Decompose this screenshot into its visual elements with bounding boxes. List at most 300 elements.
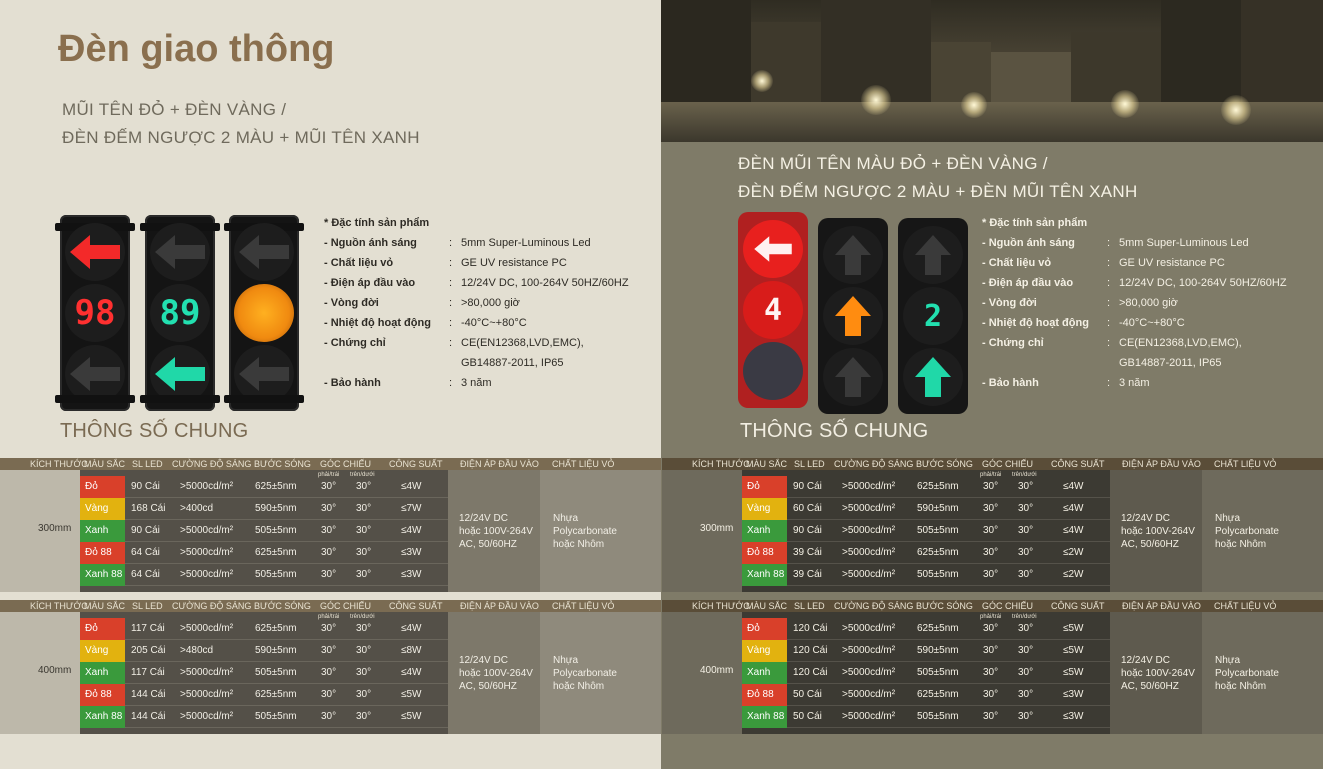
spec-value: >80,000 giờ <box>1119 297 1178 309</box>
spec-label: - Chứng chỉ <box>982 337 1044 349</box>
spec-colon: : <box>1107 377 1111 389</box>
green-up-arrow-icon <box>903 348 963 406</box>
cell-nm: 505±5nm <box>255 569 297 580</box>
cell-nm: 625±5nm <box>917 547 959 558</box>
red-left-arrow-icon <box>65 223 125 281</box>
column-header-intensity: CƯỜNG ĐỘ SÁNG <box>172 459 252 469</box>
table-body <box>662 612 1323 734</box>
right-subtitle-line: ĐÈN MŨI TÊN MÀU ĐỎ + ĐÈN VÀNG / <box>738 154 1048 173</box>
material-line: Nhựa <box>1215 655 1241 666</box>
red-countdown-digits: 98 <box>65 284 125 342</box>
spec-label: - Điện áp đầu vào <box>982 277 1074 289</box>
voltage-line: AC, 50/60HZ <box>459 539 517 550</box>
cell-w: ≤5W <box>401 689 422 700</box>
dim-left-arrow-icon <box>150 223 210 281</box>
cell-a1: 30° <box>983 547 999 558</box>
cell-a1: 30° <box>983 623 999 634</box>
cell-a1: 30° <box>321 569 337 580</box>
cell-a2: 30° <box>356 569 372 580</box>
cell-a2: 30° <box>356 481 372 492</box>
dim-cross-icon <box>743 342 803 400</box>
column-header-power: CÔNG SUẤT <box>1051 459 1105 469</box>
table-row <box>742 498 1110 520</box>
table-header <box>662 458 1323 470</box>
material-line: Nhựa <box>1215 513 1241 524</box>
cell-nm: 625±5nm <box>255 623 297 634</box>
spec-colon: : <box>449 337 453 349</box>
material-line: Polycarbonate <box>1215 526 1279 537</box>
cell-a2: 30° <box>1018 689 1034 700</box>
spec-label: - Chất liệu vỏ <box>982 257 1052 269</box>
color-cell: Đỏ <box>742 476 787 498</box>
cell-cd: >5000cd/m² <box>180 711 234 722</box>
material-line: hoặc Nhôm <box>1215 681 1267 692</box>
cell-w: ≤8W <box>401 645 422 656</box>
cell-a1: 30° <box>983 645 999 656</box>
cell-w: ≤4W <box>1063 481 1084 492</box>
cell-a1: 30° <box>321 667 337 678</box>
spec-row <box>982 273 1287 293</box>
cell-led: 50 Cái <box>793 689 822 700</box>
spec-row <box>324 373 629 393</box>
spec-value: CE(EN12368,LVD,EMC), <box>461 337 584 349</box>
table-row <box>80 706 448 728</box>
cell-cd: >5000cd/m² <box>180 547 234 558</box>
cell-cd: >5000cd/m² <box>180 667 234 678</box>
column-header-color: MÀU SẮC <box>746 601 788 611</box>
city-street-photo <box>661 0 1323 142</box>
column-header-wave: BƯỚC SÓNG <box>916 459 973 469</box>
cell-nm: 590±5nm <box>917 645 959 656</box>
column-header-voltage: ĐIỆN ÁP ĐẦU VÀO <box>460 601 539 611</box>
spec-value: 3 năm <box>461 377 492 389</box>
cell-a1: 30° <box>321 645 337 656</box>
cell-cd: >5000cd/m² <box>842 711 896 722</box>
cell-cd: >5000cd/m² <box>842 623 896 634</box>
dim-left-arrow-icon <box>234 223 294 281</box>
table-row <box>742 542 1110 564</box>
spec-colon: : <box>1107 257 1111 269</box>
cell-cd: >5000cd/m² <box>180 569 234 580</box>
spec-label: - Bảo hành <box>324 377 381 389</box>
column-header-intensity: CƯỜNG ĐỘ SÁNG <box>834 459 914 469</box>
table-row <box>80 476 448 498</box>
spec-value: CE(EN12368,LVD,EMC), <box>1119 337 1242 349</box>
cell-cd: >5000cd/m² <box>842 547 896 558</box>
merged-material <box>553 512 617 551</box>
column-header-voltage: ĐIỆN ÁP ĐẦU VÀO <box>1122 459 1201 469</box>
cell-nm: 625±5nm <box>255 481 297 492</box>
cell-w: ≤3W <box>401 569 422 580</box>
cell-cd: >480cd <box>180 645 214 656</box>
cell-nm: 505±5nm <box>255 525 297 536</box>
cell-w: ≤5W <box>1063 645 1084 656</box>
column-header-size: KÍCH THƯỚC <box>30 459 88 469</box>
spec-row <box>982 353 1287 373</box>
column-header-angle: GÓC CHIẾU <box>320 601 372 611</box>
column-header-power: CÔNG SUẤT <box>1051 601 1105 611</box>
cell-w: ≤2W <box>1063 569 1084 580</box>
cell-nm: 590±5nm <box>255 645 297 656</box>
spec-label <box>982 353 1107 373</box>
column-header-material: CHẤT LIỆU VỎ <box>1214 601 1277 611</box>
cell-a2: 30° <box>1018 525 1034 536</box>
cell-led: 90 Cái <box>793 525 822 536</box>
cell-a2: 30° <box>1018 547 1034 558</box>
cell-w: ≤4W <box>401 481 422 492</box>
spec-row <box>982 233 1287 253</box>
cell-cd: >5000cd/m² <box>842 667 896 678</box>
dim-left-arrow-icon <box>234 345 294 403</box>
column-header-angle: GÓC CHIẾU <box>320 459 372 469</box>
right-specs <box>982 213 1287 393</box>
color-cell: Vàng <box>742 498 787 520</box>
color-cell: Xanh <box>80 662 125 684</box>
traffic-light-red-housing <box>738 212 808 408</box>
size-label: 400mm <box>700 665 734 676</box>
table-row <box>80 520 448 542</box>
color-cell: Vàng <box>80 640 125 662</box>
cell-w: ≤5W <box>1063 667 1084 678</box>
size-label: 300mm <box>700 523 734 534</box>
size-label: 400mm <box>38 665 72 676</box>
table-body <box>662 470 1323 592</box>
color-cell: Xanh <box>80 520 125 542</box>
table-row <box>80 498 448 520</box>
color-cell: Đỏ 88 <box>742 542 787 564</box>
cell-w: ≤2W <box>1063 547 1084 558</box>
spec-label: - Bảo hành <box>982 377 1039 389</box>
right-section-heading: THÔNG SỐ CHUNG <box>740 420 929 442</box>
cell-a1: 30° <box>321 481 337 492</box>
spec-value: -40°C~+80°C <box>1119 317 1185 329</box>
column-header-voltage: ĐIỆN ÁP ĐẦU VÀO <box>460 459 539 469</box>
voltage-line: 12/24V DC <box>1121 513 1170 524</box>
cell-nm: 625±5nm <box>917 481 959 492</box>
table-row <box>80 542 448 564</box>
angle-subheader: trên/dưới <box>1012 472 1037 478</box>
red-left-arrow-icon <box>743 220 803 278</box>
color-cell: Xanh <box>742 520 787 542</box>
spec-row <box>324 293 629 313</box>
traffic-light-green <box>145 215 215 411</box>
cell-led: 120 Cái <box>793 667 828 678</box>
spec-label <box>324 353 449 373</box>
table-row <box>742 706 1110 728</box>
material-line: Polycarbonate <box>553 526 617 537</box>
table-header <box>0 600 661 612</box>
left-subtitle-line: ĐÈN ĐẾM NGƯỢC 2 MÀU + MŨI TÊN XANH <box>62 128 420 147</box>
cell-a1: 30° <box>983 689 999 700</box>
spec-colon: : <box>1107 277 1111 289</box>
merged-material <box>553 654 617 693</box>
spec-value: 3 năm <box>1119 377 1150 389</box>
cell-a2: 30° <box>356 689 372 700</box>
spec-colon <box>1107 353 1119 373</box>
spec-value: 5mm Super-Luminous Led <box>461 237 591 249</box>
traffic-light-red <box>60 215 130 411</box>
color-cell: Vàng <box>742 640 787 662</box>
red-countdown-digits: 4 <box>743 281 803 339</box>
spec-colon: : <box>449 317 453 329</box>
cell-cd: >5000cd/m² <box>180 481 234 492</box>
cell-led: 144 Cái <box>131 689 166 700</box>
column-header-power: CÔNG SUẤT <box>389 601 443 611</box>
merged-voltage <box>459 654 533 693</box>
spec-row <box>982 293 1287 313</box>
color-cell: Vàng <box>80 498 125 520</box>
cell-cd: >5000cd/m² <box>842 569 896 580</box>
cell-a2: 30° <box>1018 569 1034 580</box>
green-countdown-digits: 2 <box>903 287 963 345</box>
cell-a1: 30° <box>983 481 999 492</box>
column-header-angle: GÓC CHIẾU <box>982 601 1034 611</box>
spec-label: - Chất liệu vỏ <box>324 257 394 269</box>
column-header-wave: BƯỚC SÓNG <box>916 601 973 611</box>
column-header-power: CÔNG SUẤT <box>389 459 443 469</box>
material-line: Nhựa <box>553 655 579 666</box>
spec-colon: : <box>1107 337 1111 349</box>
dim-up-arrow-icon <box>823 226 883 284</box>
cell-a1: 30° <box>321 503 337 514</box>
cell-nm: 505±5nm <box>255 711 297 722</box>
dim-up-arrow-icon <box>903 226 963 284</box>
angle-subheader: trên/dưới <box>1012 614 1037 620</box>
cell-cd: >5000cd/m² <box>842 481 896 492</box>
color-cell: Xanh 88 <box>742 564 787 586</box>
angle-subheader: trên/dưới <box>350 614 375 620</box>
table-row <box>80 618 448 640</box>
column-header-material: CHẤT LIỆU VỎ <box>552 601 615 611</box>
table-row <box>742 564 1110 586</box>
cell-a1: 30° <box>983 711 999 722</box>
material-line: Polycarbonate <box>553 668 617 679</box>
cell-nm: 590±5nm <box>255 503 297 514</box>
table-row <box>742 618 1110 640</box>
page-title: Đèn giao thông <box>58 28 335 70</box>
cell-w: ≤5W <box>401 711 422 722</box>
color-cell: Đỏ <box>80 476 125 498</box>
table-header <box>662 600 1323 612</box>
color-cell: Đỏ 88 <box>80 684 125 706</box>
voltage-line: 12/24V DC <box>459 655 508 666</box>
voltage-line: hoặc 100V-264V <box>1121 668 1195 679</box>
size-label: 300mm <box>38 523 72 534</box>
cell-led: 144 Cái <box>131 711 166 722</box>
table-header <box>0 458 661 470</box>
left-specs <box>324 213 629 393</box>
spec-row <box>982 373 1287 393</box>
merged-voltage <box>1121 512 1195 551</box>
voltage-line: hoặc 100V-264V <box>1121 526 1195 537</box>
cell-w: ≤4W <box>401 623 422 634</box>
spec-label: - Điện áp đầu vào <box>324 277 416 289</box>
color-cell: Đỏ <box>742 618 787 640</box>
spec-label: - Nguồn ánh sáng <box>324 237 417 249</box>
cell-cd: >5000cd/m² <box>180 525 234 536</box>
column-header-wave: BƯỚC SÓNG <box>254 459 311 469</box>
spec-value: GB14887-2011, IP65 <box>461 357 564 369</box>
spec-value: >80,000 giờ <box>461 297 520 309</box>
angle-subheader: phải/trái <box>980 614 1002 620</box>
cell-a2: 30° <box>1018 623 1034 634</box>
merged-material <box>1215 654 1279 693</box>
table-row <box>742 476 1110 498</box>
spec-table <box>0 458 661 592</box>
cell-nm: 505±5nm <box>255 667 297 678</box>
table-body <box>0 470 661 592</box>
color-cell: Đỏ 88 <box>80 542 125 564</box>
column-header-led: SL LED <box>132 601 163 611</box>
cell-led: 117 Cái <box>131 623 165 634</box>
cell-a1: 30° <box>321 711 337 722</box>
cell-a2: 30° <box>1018 481 1034 492</box>
color-cell: Đỏ <box>80 618 125 640</box>
angle-subheader: phải/trái <box>318 614 340 620</box>
angle-subheader: phải/trái <box>318 472 340 478</box>
color-cell: Xanh 88 <box>80 564 125 586</box>
spec-table <box>0 600 661 734</box>
color-cell: Đỏ 88 <box>742 684 787 706</box>
spec-row <box>324 353 629 373</box>
cell-led: 39 Cái <box>793 547 822 558</box>
cell-nm: 505±5nm <box>917 667 959 678</box>
left-subtitle <box>62 96 420 152</box>
spec-label: - Nhiệt độ hoạt động <box>324 317 431 329</box>
spec-label: - Vòng đời <box>982 297 1037 309</box>
column-header-color: MÀU SẮC <box>84 601 126 611</box>
table-row <box>742 640 1110 662</box>
color-cell: Xanh <box>742 662 787 684</box>
column-header-led: SL LED <box>794 459 825 469</box>
voltage-line: AC, 50/60HZ <box>459 681 517 692</box>
cell-a2: 30° <box>356 645 372 656</box>
cell-a2: 30° <box>1018 711 1034 722</box>
cell-led: 60 Cái <box>793 503 822 514</box>
cell-w: ≤4W <box>1063 503 1084 514</box>
cell-led: 168 Cái <box>131 503 166 514</box>
green-countdown-digits: 89 <box>150 284 210 342</box>
cell-nm: 625±5nm <box>255 689 297 700</box>
spec-row <box>324 333 629 353</box>
traffic-light-green <box>898 218 968 414</box>
cell-w: ≤3W <box>1063 689 1084 700</box>
cell-a1: 30° <box>983 503 999 514</box>
cell-nm: 505±5nm <box>917 711 959 722</box>
column-header-color: MÀU SẮC <box>746 459 788 469</box>
column-header-size: KÍCH THƯỚC <box>30 601 88 611</box>
angle-subheader: trên/dưới <box>350 472 375 478</box>
spec-label: - Nguồn ánh sáng <box>982 237 1075 249</box>
cell-a1: 30° <box>983 569 999 580</box>
specs-title: * Đặc tính sản phẩm <box>324 217 430 229</box>
cell-w: ≤4W <box>401 525 422 536</box>
spec-value: GB14887-2011, IP65 <box>1119 357 1222 369</box>
voltage-line: AC, 50/60HZ <box>1121 539 1179 550</box>
spec-label: - Nhiệt độ hoạt động <box>982 317 1089 329</box>
material-line: hoặc Nhôm <box>553 539 605 550</box>
cell-cd: >5000cd/m² <box>842 689 896 700</box>
cell-cd: >400cd <box>180 503 214 514</box>
voltage-line: 12/24V DC <box>459 513 508 524</box>
traffic-light-yellow <box>818 218 888 414</box>
yellow-ball-icon <box>234 284 294 342</box>
spec-colon: : <box>1107 237 1111 249</box>
spec-colon: : <box>449 257 453 269</box>
merged-voltage <box>459 512 533 551</box>
cell-led: 120 Cái <box>793 645 828 656</box>
column-header-color: MÀU SẮC <box>84 459 126 469</box>
voltage-line: AC, 50/60HZ <box>1121 681 1179 692</box>
cell-a1: 30° <box>983 525 999 536</box>
column-header-intensity: CƯỜNG ĐỘ SÁNG <box>172 601 252 611</box>
specs-title: * Đặc tính sản phẩm <box>982 217 1088 229</box>
cell-a1: 30° <box>983 667 999 678</box>
left-section-heading: THÔNG SỐ CHUNG <box>60 420 249 442</box>
merged-material <box>1215 512 1279 551</box>
dim-left-arrow-icon <box>65 345 125 403</box>
voltage-line: hoặc 100V-264V <box>459 668 533 679</box>
spec-colon: : <box>1107 297 1111 309</box>
cell-a2: 30° <box>1018 645 1034 656</box>
spec-colon: : <box>449 277 453 289</box>
cell-cd: >5000cd/m² <box>180 689 234 700</box>
spec-row <box>324 233 629 253</box>
cell-led: 90 Cái <box>131 481 160 492</box>
material-line: Nhựa <box>553 513 579 524</box>
table-row <box>742 520 1110 542</box>
cell-a2: 30° <box>356 623 372 634</box>
green-left-arrow-icon <box>150 345 210 403</box>
cell-w: ≤3W <box>401 547 422 558</box>
cell-nm: 590±5nm <box>917 503 959 514</box>
cell-cd: >5000cd/m² <box>180 623 234 634</box>
cell-a2: 30° <box>356 547 372 558</box>
angle-subheader: phải/trái <box>980 472 1002 478</box>
voltage-line: hoặc 100V-264V <box>459 526 533 537</box>
cell-led: 64 Cái <box>131 547 160 558</box>
material-line: hoặc Nhôm <box>1215 539 1267 550</box>
cell-led: 39 Cái <box>793 569 822 580</box>
spec-colon: : <box>449 297 453 309</box>
spec-colon: : <box>1107 317 1111 329</box>
spec-value: 12/24V DC, 100-264V 50HZ/60HZ <box>1119 277 1287 289</box>
voltage-line: 12/24V DC <box>1121 655 1170 666</box>
right-subtitle <box>738 150 1138 206</box>
cell-cd: >5000cd/m² <box>842 525 896 536</box>
spec-row <box>324 313 629 333</box>
cell-cd: >5000cd/m² <box>842 503 896 514</box>
cell-a1: 30° <box>321 525 337 536</box>
spec-row <box>324 273 629 293</box>
cell-a2: 30° <box>356 503 372 514</box>
cell-led: 90 Cái <box>793 481 822 492</box>
spec-value: 5mm Super-Luminous Led <box>1119 237 1249 249</box>
table-row <box>80 662 448 684</box>
cell-led: 120 Cái <box>793 623 828 634</box>
cell-w: ≤5W <box>1063 623 1084 634</box>
cell-nm: 505±5nm <box>917 525 959 536</box>
table-row <box>742 662 1110 684</box>
cell-led: 64 Cái <box>131 569 160 580</box>
column-header-material: CHẤT LIỆU VỎ <box>552 459 615 469</box>
table-row <box>742 684 1110 706</box>
column-header-led: SL LED <box>794 601 825 611</box>
spec-colon: : <box>449 377 453 389</box>
cell-nm: 625±5nm <box>917 689 959 700</box>
cell-a1: 30° <box>321 547 337 558</box>
cell-w: ≤4W <box>401 667 422 678</box>
